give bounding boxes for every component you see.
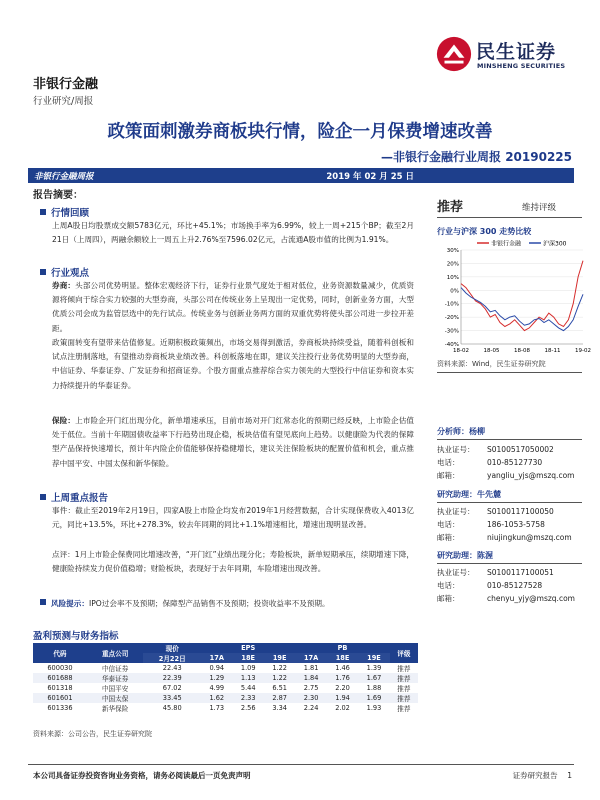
table-cell: 1.22 [264,673,295,683]
paragraph-lead: 保险： [52,416,76,425]
table-row [33,683,418,693]
industry-view-valuation: 政策面转变有望带来估值修复。近期积极政策频出，市场交易得到激活，券商板块持续受益，随着科创板和试点注册制落地，有望推动券商板块业绩改善。科创板落地在即，建议关注投行业务优势明显的大型券商，中信证券、华泰证券、广发证券和招商证券。个股方面重点推荐综合实力领先的大型投行中信证券和资本实力持续提升的华泰证券。 [52,338,414,390]
section-title: 行业观点 [51,268,90,279]
table-cell: 601336 [47,704,73,712]
table-cell: 1.84 [295,673,326,683]
table-row [33,703,418,713]
table-cell: 推荐 [390,693,418,703]
bullet-square-icon [40,209,46,215]
info-key: 电话： [437,520,460,529]
col-header: 重点公司 [87,643,143,663]
table-cell: 2.20 [335,684,350,692]
info-key: 邮箱： [437,594,460,603]
table-cell: 新华保险 [101,705,129,713]
footer-right [513,770,572,781]
info-value: S0100117100050 [487,507,554,516]
rating: 维持评级 [522,203,557,213]
table-cell: 3.34 [272,704,287,712]
col-header: 代码 [33,643,87,663]
table-cell: 2.56 [240,704,256,712]
info-row [437,566,582,579]
info-key: 邮箱： [437,533,460,542]
table-cell: 33.45 [143,693,201,703]
col-header: 现价 [143,643,201,653]
table-cell: 1.22 [272,664,287,672]
info-value: 010-85127528 [487,581,543,590]
divider [437,439,582,440]
table-cell: 22.39 [143,673,201,683]
divider [437,502,582,503]
chart-legend [477,240,567,248]
info-row [437,456,582,469]
table-cell: 600030 [47,664,73,672]
table-source: 资料来源：公司公告，民生证券研究院 [33,730,152,738]
bullet-square-icon [40,269,46,275]
table-cell: 0.94 [209,664,225,672]
recommendation: 推荐 [437,200,464,215]
page-number: 1 [567,771,572,780]
brand-logo [435,35,585,75]
sector-label: 非银行金融 [33,77,99,92]
section-title: 行情回顾 [51,208,90,219]
table-cell: 1.62 [201,693,232,703]
chart-lines [461,261,583,331]
y-tick-label: 10% [446,274,459,281]
assistant2-label: 研究助理：陈渥 [437,551,493,560]
table-cell: 1.88 [366,684,382,692]
table-cell: 1.13 [233,673,264,683]
table-cell: 2.87 [264,693,295,703]
industry-view-insurance [52,414,414,471]
table-row [33,693,418,703]
table-cell: 22.43 [162,664,182,672]
section-heading [40,265,89,279]
table-row [33,673,418,683]
x-tick-label: 18-02 [453,348,469,354]
assistant1-label: 研究助理：牛先麓 [437,490,501,499]
col-subheader: 2月22日 [143,653,201,663]
table-cell: 6.51 [272,684,287,692]
col-header: EPS [201,643,295,653]
y-tick-label: 0% [450,288,459,295]
divider [437,217,582,218]
brand-name-cn: 民生证券 [476,41,557,63]
table-cell: 4.99 [209,684,225,692]
section-heading [40,490,108,504]
chart-axes [445,248,591,354]
divider [437,372,582,373]
report-type: 行业研究/周报 [33,96,94,107]
table-cell: 华泰证券 [87,673,143,683]
info-row [437,531,582,544]
x-tick-label: 18-08 [514,348,530,354]
legend-label-hs300: 沪深300 [543,240,567,248]
table-cell: 2.24 [303,704,319,712]
col-subheader: 17A [295,653,326,663]
risk-warning [40,597,418,611]
table-cell: 45.80 [162,704,182,712]
industry-view-broker [52,279,414,336]
info-row [437,443,582,456]
risk-title: 风险提示： [51,599,89,608]
table-cell: 1.81 [303,664,319,672]
y-tick-label: 30% [446,248,459,254]
info-key: 执业证号： [437,507,475,516]
bar-date: 2019 年 02 月 25 日 [326,172,414,182]
y-tick-label: 20% [446,261,459,268]
minsheng-logo-icon [435,35,473,73]
x-tick-label: 18-11 [544,348,561,354]
col-subheader: 19E [358,653,389,663]
info-row [437,592,582,605]
info-key: 电话： [437,581,460,590]
col-subheader: 17A [201,653,232,663]
table-cell: 1.39 [366,664,382,672]
financial-table [33,643,418,713]
col-header: PB [295,643,389,653]
info-value: 010-85127730 [487,458,543,467]
table-cell: 推荐 [390,673,418,683]
table-cell: 601688 [33,673,87,683]
table-row [33,663,418,673]
table-cell: 5.44 [240,684,256,692]
y-tick-label: -10% [444,301,459,308]
table-cell: 中国太保 [87,693,143,703]
table-cell: 推荐 [397,705,411,713]
table-cell: 1.93 [366,704,382,712]
header-bar [28,168,574,183]
report-title: 政策面刺激券商板块行情，险企一月保费增速改善 [107,122,493,142]
section-title: 上周重点报告 [51,493,109,504]
divider [437,563,582,564]
table-cell: 1.76 [327,673,358,683]
col-header: 评级 [390,643,418,663]
bar-report-name: 非银行金融周报 [34,172,94,182]
x-tick-label: 19-02 [575,348,591,354]
info-value: S0100117100051 [487,568,554,577]
info-value: S0100517050002 [487,445,554,454]
table-cell: 1.67 [358,673,389,683]
analyst-info [437,443,582,482]
table-cell: 1.94 [327,693,358,703]
summary-heading: 报告摘要： [33,190,83,201]
table-title: 盈利预测与财务指标 [33,631,119,642]
series-line-0 [461,261,583,331]
info-value: 186-1053-5758 [487,520,545,529]
table-cell: 中国平安 [101,685,129,693]
table-cell: 2.30 [295,693,326,703]
paragraph-text: 上市险企开门红出现分化，新单增速承压，目前市场对开门红常态化的预期已经反映，上市险企估值处于低位。当前十年期国债收益率下行趋势出现企稳，板块估值有望见底向上趋势。以健康险为代表的保障型产品保持快速增长，预计年内险企价值能够保持稳健增长，建议关注保险板块的配置价值和机会，重点推荐中国平安、中国太保和新华保险。 [52,416,415,468]
key-report-comment: 点评：1月上市险企保费同比增速改善，“开门红”业绩出现分化；寿险板块，新单短期承压，续期增速下降，健康险持续发力促价值稳增；财险板块，表现好于去年同期，车险增速出现改善。 [52,550,415,574]
info-row [437,469,582,482]
footer-label: 证券研究报告 [512,771,558,780]
col-subheader: 18E [233,653,264,663]
table-cell: 推荐 [397,665,411,673]
chart-source: 资料来源：Wind，民生证券研究院 [437,360,546,368]
info-row [437,505,582,518]
info-row [437,518,582,531]
table-cell: 1.09 [240,664,256,672]
report-subtitle: —非银行金融行业周报 20190225 [381,150,572,164]
paragraph-lead: 券商： [52,281,76,290]
table-cell: 1.69 [358,693,389,703]
table-cell: 1.29 [201,673,232,683]
table-cell: 2.02 [335,704,350,712]
table-cell: 1.46 [335,664,350,672]
footer-divider [28,764,574,765]
y-tick-label: -20% [444,315,459,322]
brand-name-en: MINSHENG SECURITIES [477,62,566,70]
col-subheader: 18E [327,653,358,663]
bullet-square-icon [40,494,46,500]
risk-text: IPO过会率不及预期；保障型产品销售不及预期；投资收益率不及预期。 [88,599,330,608]
x-tick-label: 18-05 [483,348,500,354]
section-heading [40,205,89,219]
table-cell: 1.73 [209,704,225,712]
y-tick-label: -40% [444,342,459,348]
bullet-square-icon [40,599,46,605]
info-value[interactable]: yangliu_yjs@mszq.com [487,471,575,480]
footer-disclaimer: 本公司具备证券投资咨询业务资格，请务必阅读最后一页免责声明 [33,771,251,780]
table-cell: 推荐 [397,685,411,693]
legend-label-sector: 非银行金融 [491,240,522,248]
analyst-label: 分析师：杨柳 [437,427,485,436]
table-cell: 601601 [33,693,87,703]
paragraph-text: 头部公司优势明显。整体宏观经济下行，证券行业景气度处于相对低位，业务资源数量减少，优质资源将倾向于综合实力较强的大型券商，头部公司在传统业务上呈现出一定优势，同时，创新业务方面，大型优质公司会成为监管层选中的先行试点。传统业务与创新业务两方面的双重优势将使头部公司进一步拉开差距。 [52,281,415,333]
info-key: 执业证号： [437,445,475,454]
info-value[interactable]: niujingkun@mszq.com [487,533,572,542]
market-review-text: 上周A股日均股票成交额5783亿元，环比+45.1%；市场换手率为6.99%，较上一周+215个BP；截至2月21日（上周四），两融余额较上一周五上升2.76%至7596.02亿元，占流通A股市值的比例为1.91%。 [52,221,414,245]
table-cell: 2.75 [303,684,319,692]
table-body [33,663,418,713]
assistant2-info [437,566,582,605]
table-cell: 67.02 [162,684,182,692]
info-key: 电话： [437,458,460,467]
chart-title: 行业与沪深 300 走势比较 [437,227,532,236]
info-value[interactable]: chenyu_yjy@mszq.com [487,594,575,603]
table-cell: 601318 [47,684,73,692]
y-tick-label: -30% [444,328,459,335]
info-key: 邮箱： [437,471,460,480]
key-report-event: 事件：截止至2019年2月19日，四家A股上市险企均发布2019年1月经营数据，合计实现保费收入4013亿元，同比+13.5%，环比+278.3%，较去年同期的同比+1.1%增速相比，增速出现明显改善。 [52,506,414,530]
col-subheader: 19E [264,653,295,663]
info-key: 执业证号： [437,568,475,577]
assistant1-info [437,505,582,544]
table-cell: 2.33 [233,693,264,703]
info-row [437,579,582,592]
trend-chart [437,238,591,356]
table-cell: 中信证券 [101,665,129,673]
